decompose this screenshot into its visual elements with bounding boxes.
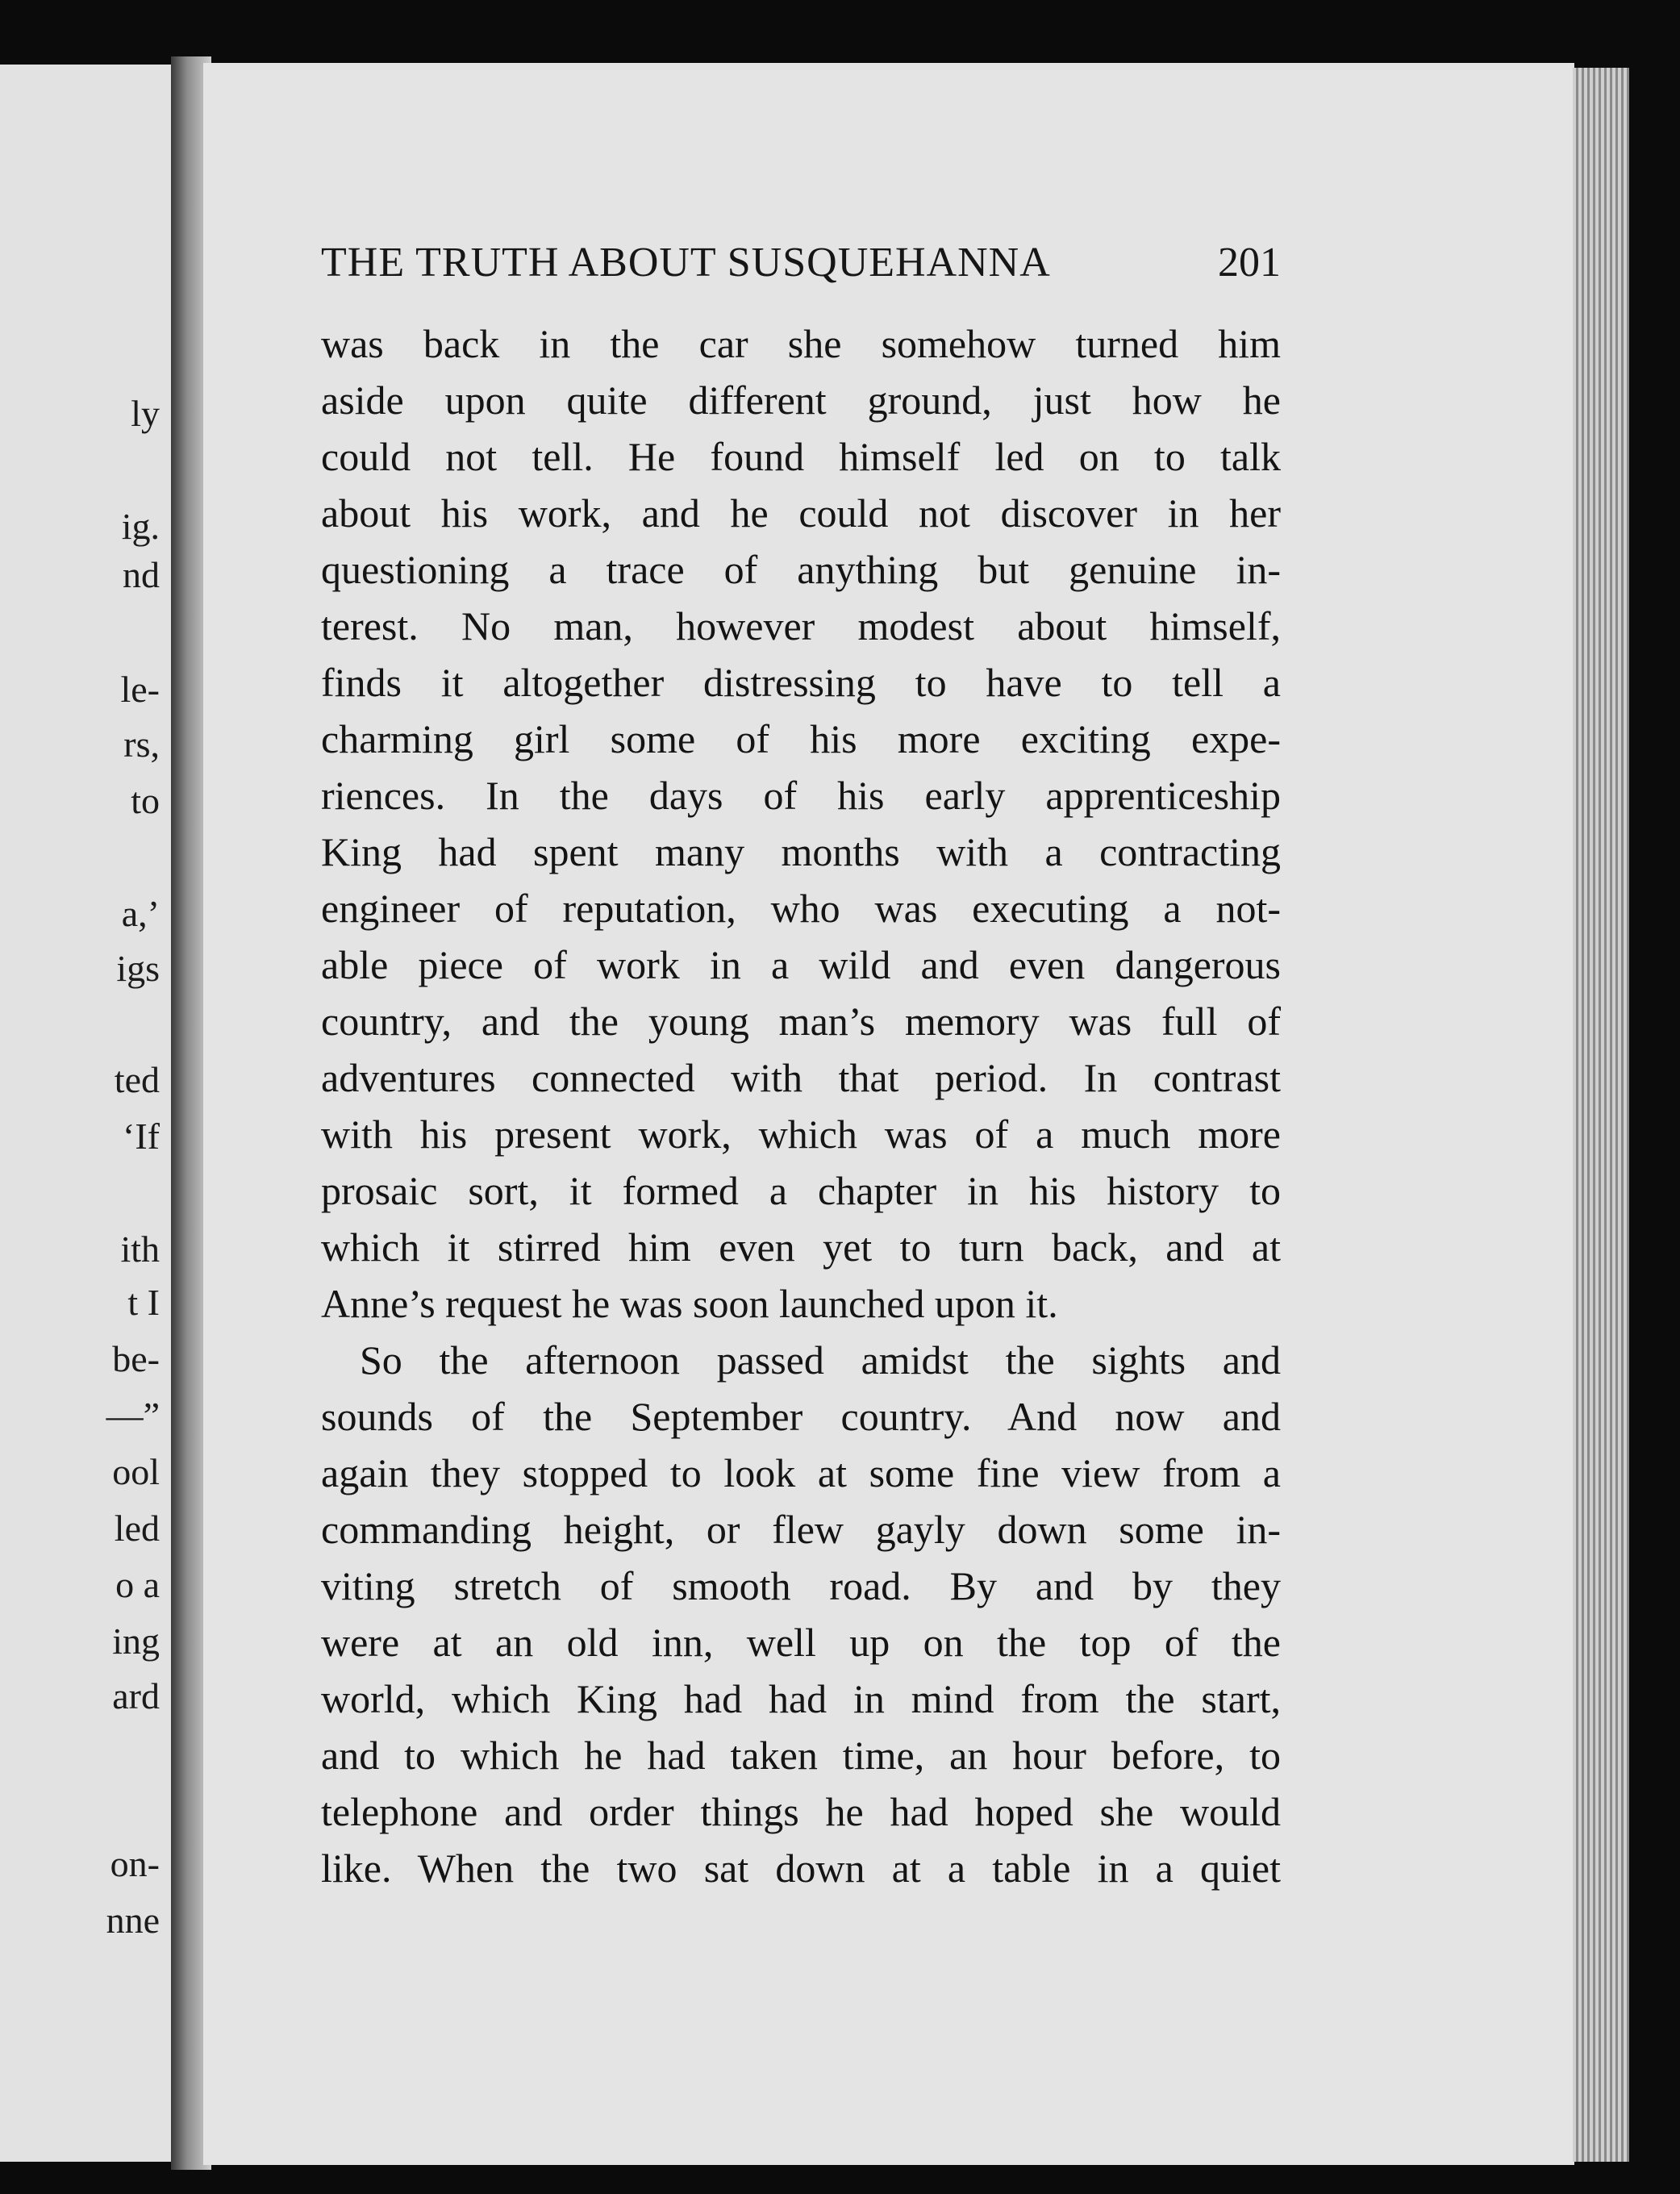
left-page-fragment: ig.	[121, 506, 160, 547]
left-page-fragment: nd	[123, 554, 160, 595]
left-page-fragment: o a	[115, 1564, 160, 1605]
left-page-fragment: ted	[114, 1059, 160, 1100]
text-line: about his work, and he could not discover in her	[321, 490, 1281, 536]
text-line: world, which King had had in mind from the start,	[321, 1676, 1281, 1721]
left-page	[0, 65, 179, 2162]
text-line: Anne’s request he was soon launched upon it.	[321, 1281, 1058, 1326]
left-page-fragment: ly	[131, 393, 160, 434]
text-line: finds it altogether distressing to have to tell a	[321, 660, 1281, 705]
running-head-title: THE TRUTH ABOUT SUSQUEHANNA	[321, 240, 1051, 286]
text-line: could not tell. He found himself led on to talk	[321, 434, 1281, 479]
text-line: viting stretch of smooth road. By and by they	[321, 1563, 1281, 1608]
left-page-fragment: rs,	[123, 724, 160, 765]
left-page-fragment: a,’	[121, 893, 160, 934]
text-line: with his present work, which was of a much more	[321, 1112, 1281, 1157]
text-line: adventures connected with that period. In contrast	[321, 1055, 1281, 1100]
text-line: terest. No man, however modest about himself,	[321, 603, 1281, 649]
left-page-fragment: ith	[120, 1228, 160, 1270]
left-page-fragment: on-	[110, 1843, 160, 1884]
text-line: like. When the two sat down at a table in a quiet	[321, 1846, 1281, 1891]
text-line: engineer of reputation, who was executing a not-	[321, 886, 1281, 931]
text-line: questioning a trace of anything but genuine in-	[321, 547, 1281, 592]
left-page-fragment: ‘If	[123, 1116, 160, 1157]
text-line: again they stopped to look at some fine view from a	[321, 1450, 1281, 1495]
text-line: commanding height, or flew gayly down some in-	[321, 1507, 1281, 1552]
text-line: which it stirred him even yet to turn back, and at	[321, 1224, 1281, 1270]
text-line: riences. In the days of his early apprenticeship	[321, 773, 1281, 818]
left-page-fragment: be-	[112, 1338, 160, 1379]
left-page-fragment: nne	[106, 1900, 160, 1941]
running-head	[321, 239, 1281, 287]
paragraph-start-line: So the afternoon passed amidst the sights and	[360, 1337, 1281, 1383]
page-number: 201	[1218, 240, 1281, 286]
text-line: aside upon quite different ground, just how he	[321, 377, 1281, 423]
left-page-fragment: igs	[116, 948, 160, 989]
text-line: sounds of the September country. And now and	[321, 1394, 1281, 1439]
left-page-fragment: ool	[112, 1451, 160, 1492]
left-page-fragment: led	[114, 1508, 160, 1549]
text-line: prosaic sort, it formed a chapter in his history to	[321, 1168, 1281, 1213]
text-line: King had spent many months with a contracting	[321, 829, 1281, 874]
left-page-fragment: le-	[120, 669, 160, 710]
text-line: was back in the car she somehow turned him	[321, 321, 1281, 366]
left-page-fragment: to	[131, 780, 160, 821]
left-page-fragment: t I	[127, 1282, 160, 1323]
text-line: country, and the young man’s memory was full of	[321, 999, 1281, 1044]
text-line: charming girl some of his more exciting expe-	[321, 716, 1281, 761]
left-page-fragment: —”	[106, 1395, 160, 1436]
page-edges	[1573, 68, 1629, 2162]
text-line: and to which he had taken time, an hour before, to	[321, 1733, 1281, 1778]
text-line: were at an old inn, well up on the top of the	[321, 1620, 1281, 1665]
text-line: able piece of work in a wild and even dangerous	[321, 942, 1281, 987]
text-line: telephone and order things he had hoped she would	[321, 1789, 1281, 1834]
left-page-fragment: ard	[112, 1675, 160, 1716]
left-page-fragment: ing	[112, 1620, 160, 1662]
